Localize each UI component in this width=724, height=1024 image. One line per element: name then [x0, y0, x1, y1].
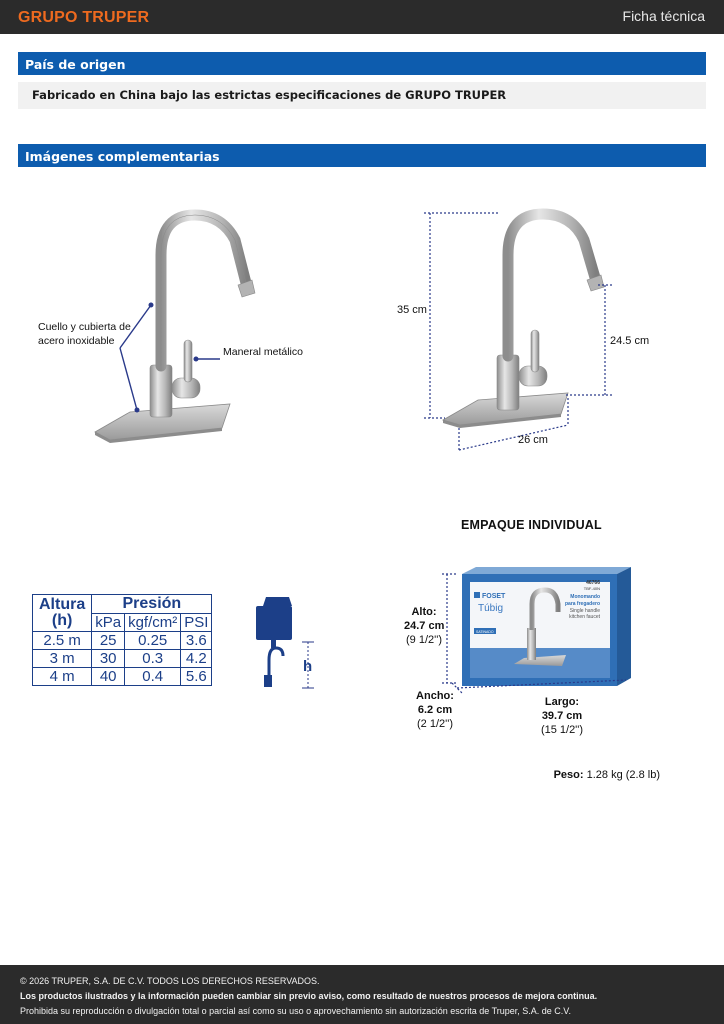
- unit-kpa: kPa: [92, 613, 125, 632]
- height-header-line2: (h): [51, 612, 73, 629]
- footer-notice: Los productos ilustrados y la información pueden cambiar sin previo aviso, como resultado de nuestros procesos de mejora continua.: [20, 991, 598, 1001]
- cell-psi: 3.6: [181, 632, 212, 650]
- pressure-table-pressure-header: Presión: [92, 595, 212, 614]
- package-weight-value: 1.28 kg (2.8 lb): [586, 769, 660, 781]
- unit-kgf: kgf/cm²: [125, 613, 181, 632]
- cell-altura: 2.5 m: [33, 632, 92, 650]
- package-height-label: Alto:: [411, 606, 437, 618]
- cell-psi: 4.2: [181, 650, 212, 668]
- box-finish: SATINADO: [476, 630, 494, 634]
- box-code: 46766: [586, 580, 600, 586]
- callout-neck-line2: acero inoxidable: [38, 335, 115, 347]
- footer: [0, 965, 724, 1024]
- dim-base-width: 26 cm: [518, 434, 548, 446]
- box-line-name: Túbig: [478, 603, 504, 614]
- document-type: Ficha técnica: [622, 8, 705, 24]
- dim-spout-height: 24.5 cm: [610, 335, 650, 347]
- box-desc-2: para fregadero: [564, 601, 600, 607]
- brand-logo: GRUPO TRUPER: [18, 9, 150, 26]
- package-length-in: (15 1/2''): [540, 724, 584, 736]
- pressure-diagram: [256, 597, 314, 688]
- box-brand: FOSET: [482, 593, 506, 600]
- package-length-cm: 39.7 cm: [541, 710, 583, 722]
- box-desc-1: Monomando: [570, 594, 600, 600]
- faucet-illustration-dimensions: [443, 214, 604, 428]
- cell-kgf: 0.3: [125, 650, 181, 668]
- cell-kpa: 30: [92, 650, 125, 668]
- callout-neck: [38, 320, 131, 348]
- table-row: [33, 632, 212, 650]
- package-width: [412, 689, 458, 731]
- cell-altura: 3 m: [33, 650, 92, 668]
- cell-kgf: 0.25: [125, 632, 181, 650]
- table-row: [33, 668, 212, 686]
- package-title: EMPAQUE INDIVIDUAL: [461, 518, 602, 532]
- origin-text: Fabricado en China bajo las estrictas especificaciones de GRUPO TRUPER: [18, 82, 706, 109]
- package-height-in: (9 1/2''): [406, 634, 442, 646]
- cell-kpa: 25: [92, 632, 125, 650]
- pressure-diagram-h-label: h: [303, 658, 313, 675]
- package-width-in: (2 1/2''): [417, 718, 453, 730]
- footer-copyright: © 2026 TRUPER, S.A. DE C.V. TODOS LOS DERECHOS RESERVADOS.: [20, 976, 320, 986]
- package-height-cm: 24.7 cm: [404, 620, 445, 632]
- unit-psi: PSI: [181, 613, 212, 632]
- cell-kpa: 40: [92, 668, 125, 686]
- box-desc-4: kitchen faucet: [569, 614, 600, 620]
- package-length: [537, 695, 587, 737]
- pressure-table-height-header: [33, 595, 92, 632]
- package-width-cm: 6.2 cm: [417, 704, 453, 716]
- height-header-line1: Altura: [39, 596, 86, 613]
- dim-total-height: 35 cm: [397, 304, 427, 316]
- callout-neck-line1: Cuello y cubierta de: [38, 321, 131, 333]
- package-length-label: Largo:: [544, 696, 580, 708]
- pressure-table: [32, 594, 212, 686]
- footer-prohibition: Prohibida su reproducción o divulgación total o parcial así como su uso o aprovechamiento sin autorización escrita de Truper, S.A. de C.V.: [20, 1006, 571, 1016]
- section-origin-header: País de origen: [18, 52, 706, 75]
- cell-altura: 4 m: [33, 668, 92, 686]
- cell-psi: 5.6: [181, 668, 212, 686]
- section-images-header: Imágenes complementarias: [18, 144, 706, 167]
- box-model: TBF-40N: [583, 586, 600, 591]
- package-weight: [554, 769, 660, 781]
- package-height: [404, 605, 444, 647]
- callout-lever: Maneral metálico: [223, 346, 303, 358]
- package-width-label: Ancho:: [416, 690, 454, 702]
- box-desc-3: Single handle: [569, 608, 600, 614]
- package-weight-label: Peso:: [553, 769, 584, 781]
- table-row: [33, 650, 212, 668]
- package-box-illustration: [462, 567, 631, 686]
- cell-kgf: 0.4: [125, 668, 181, 686]
